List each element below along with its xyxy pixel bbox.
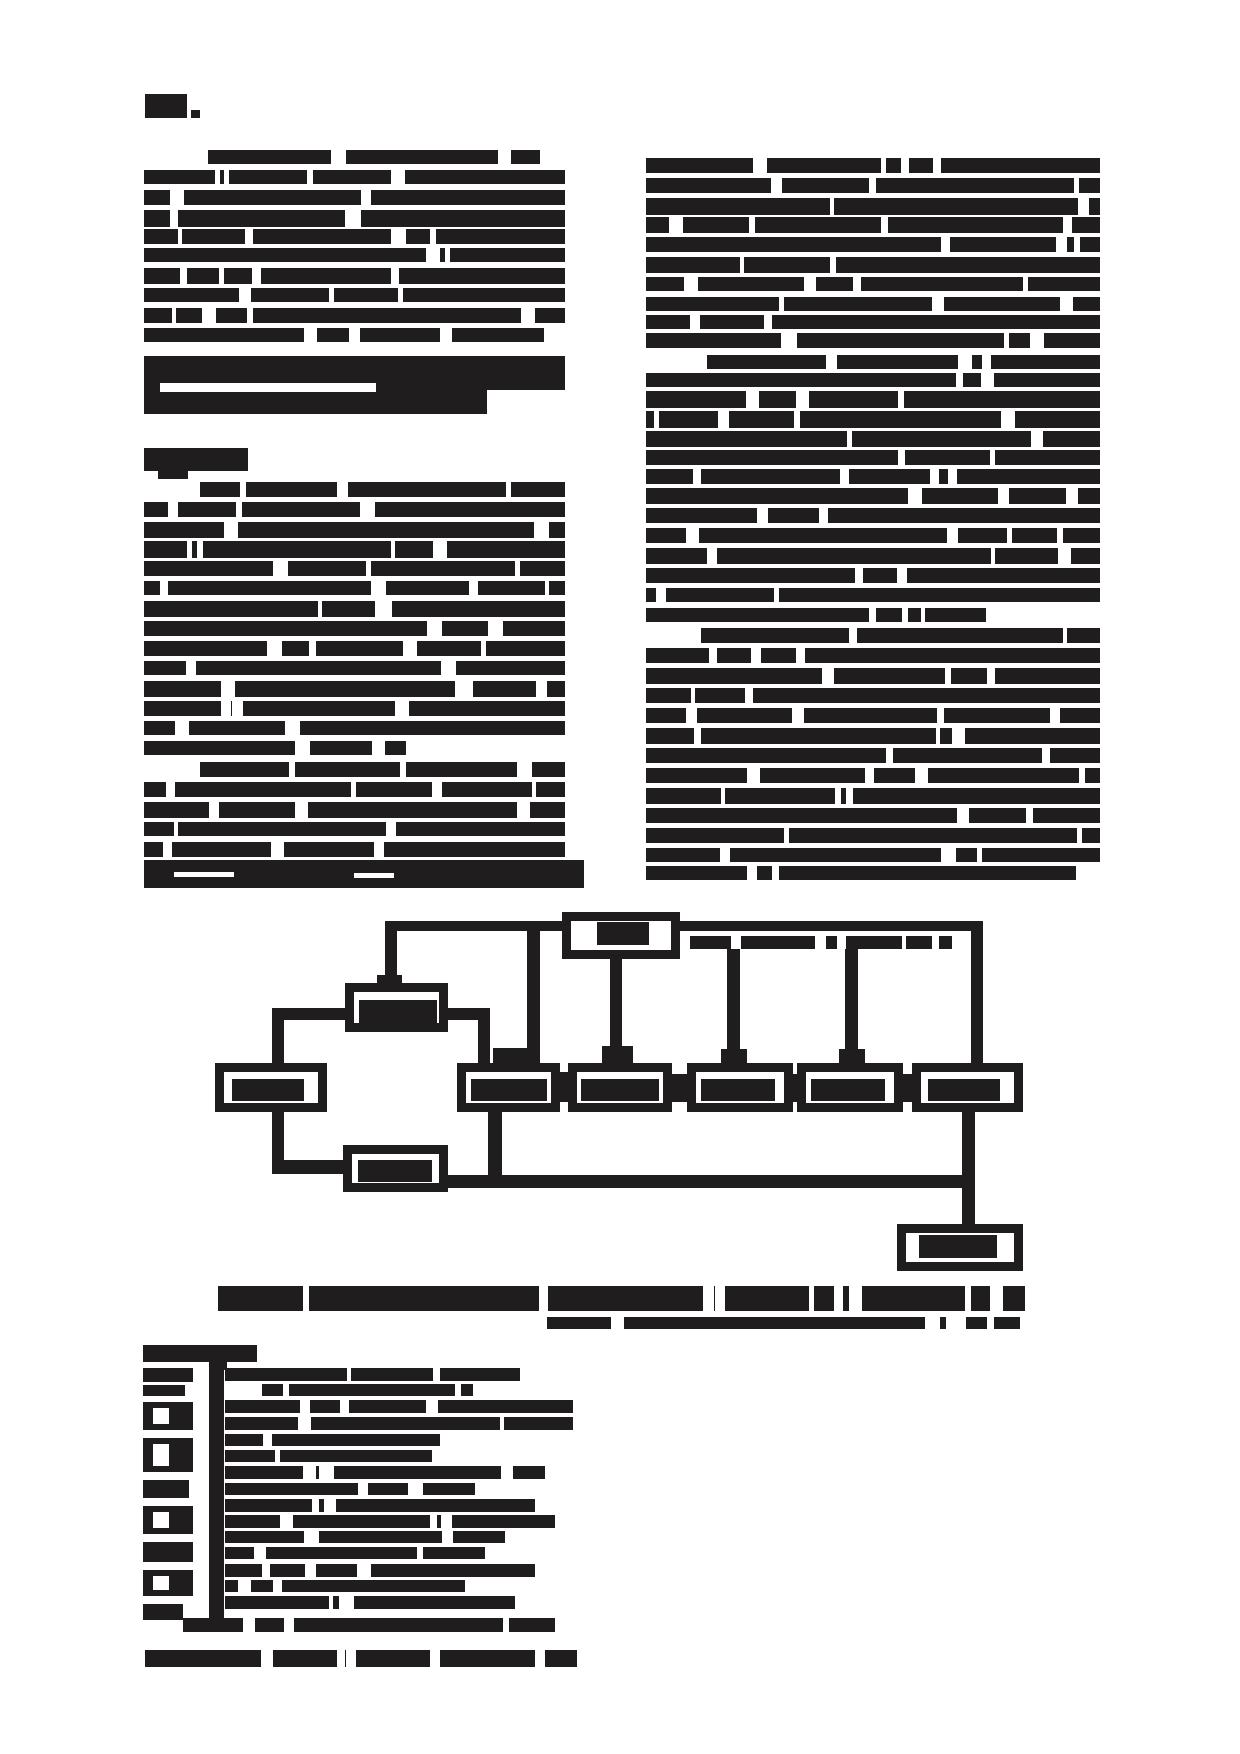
scan-gap [346,1650,356,1667]
scan-gap [337,1650,345,1667]
footer-rule-blob [145,1650,430,1667]
scan-gap [535,1650,545,1667]
scan-gap [261,1650,273,1667]
footer-rule-blob [440,1650,577,1667]
